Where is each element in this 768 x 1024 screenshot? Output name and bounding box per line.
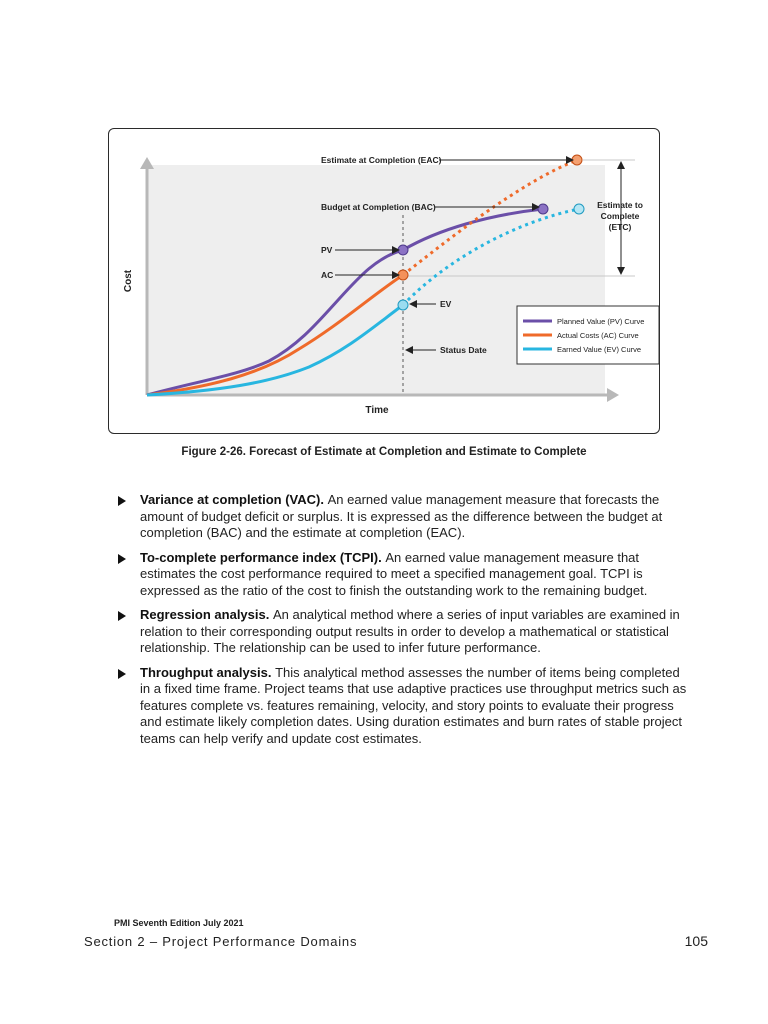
bullet-term: To-complete performance index (TCPI). (140, 549, 386, 565)
legend-ev-label: Earned Value (EV) Curve (557, 345, 642, 354)
etc-label-line2: Complete (600, 211, 640, 221)
edition-label: PMI Seventh Edition July 2021 (114, 918, 244, 928)
ev-marker (398, 300, 408, 310)
bullet-triangle-icon (118, 669, 126, 679)
bullet-text: This analytical method assesses the number of items being completed in a fixed time frame. Project teams that use adaptive practices use throughput metrics such as features complete vs. features remaining, velocity, and story points to evaluate their progress and estimate likely completion dates. Using duration estimates and burn rates of stable project teams can help verify and update cost estimates. (140, 664, 687, 746)
x-axis-arrow-icon (607, 388, 619, 402)
etc-label-line1: Estimate to (597, 200, 643, 210)
bullet-triangle-icon (118, 554, 126, 564)
eac-label: Estimate at Completion (EAC) (321, 155, 442, 165)
ac-label: AC (321, 270, 334, 280)
bullet-term: Regression analysis. (140, 607, 273, 622)
etc-label-line3: (ETC) (608, 222, 632, 232)
status-date-label: Status Date (440, 345, 487, 355)
pv-label: PV (321, 245, 333, 255)
bullet-throughput (118, 665, 693, 748)
legend (517, 306, 659, 364)
bullet-regression (118, 607, 693, 657)
bullet-text: An analytical method where a series of input variables are examined in relation to their corresponding output results in order to develop a mathematical or statistical relationship. The relationship can be used to infer future performance. (140, 607, 680, 655)
bac-label: Budget at Completion (BAC) (321, 202, 436, 212)
bullet-vac (118, 492, 693, 542)
x-axis-label: Time (365, 405, 389, 416)
bac-marker (538, 204, 548, 214)
y-axis-label: Cost (123, 269, 134, 293)
y-axis-arrow-icon (140, 157, 154, 169)
bullet-term: Throughput analysis. (140, 664, 276, 680)
ev-label: EV (440, 299, 452, 309)
forecast-figure (109, 129, 661, 435)
etc-up-arrow-icon (617, 161, 625, 169)
bullet-tcpi (118, 550, 693, 600)
bullet-triangle-icon (118, 496, 126, 506)
section-title: Section 2 – Project Performance Domains (84, 934, 358, 949)
page-number: 105 (684, 933, 708, 949)
bullet-term: Variance at completion (VAC). (140, 492, 328, 507)
bullet-text: An earned value management measure that forecasts the amount of budget deficit or surplus. It is expressed as the difference between the budget at completion (BAC) and the estimate at completion (EAC). (140, 492, 663, 540)
figure-frame (108, 128, 660, 434)
etc-down-arrow-icon (617, 267, 625, 275)
bullet-text: An earned value management measure that estimates the cost performance required to meet a specified management goal. TCPI is expressed as the ratio of the cost to finish the outstanding work to the remaining budget. (140, 549, 648, 598)
figure-caption: Figure 2-26. Forecast of Estimate at Completion and Estimate to Complete (181, 446, 587, 458)
bullet-triangle-icon (118, 611, 126, 621)
definition-list (118, 492, 693, 755)
legend-ac-label: Actual Costs (AC) Curve (557, 331, 639, 340)
etc-forecast-marker (574, 204, 584, 214)
legend-pv-label: Planned Value (PV) Curve (557, 317, 645, 326)
